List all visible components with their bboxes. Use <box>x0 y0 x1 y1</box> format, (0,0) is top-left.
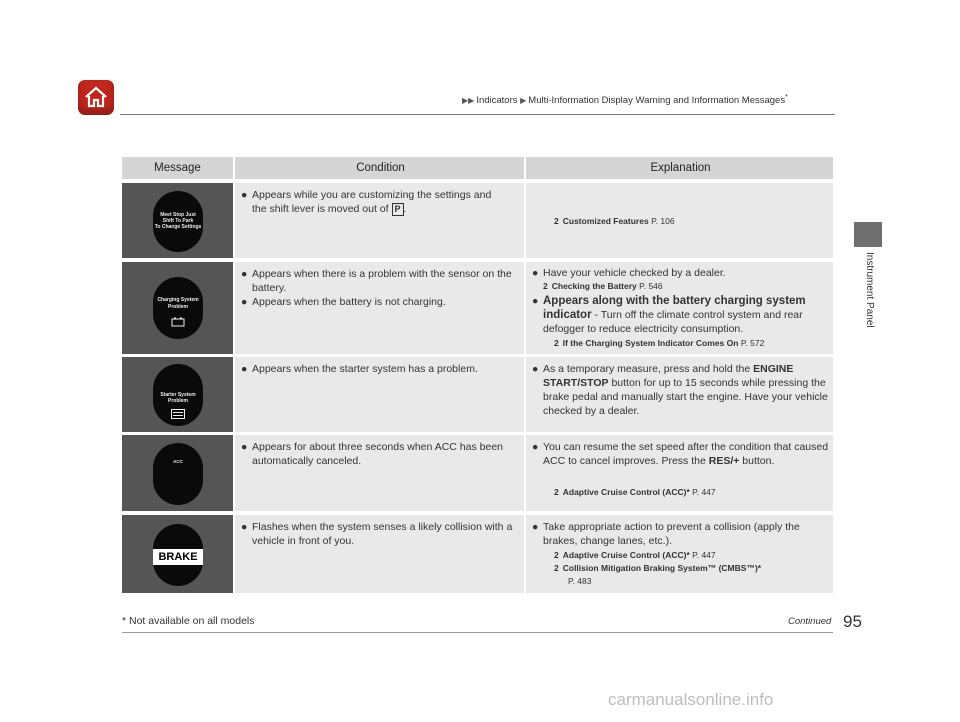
cross-reference[interactable] <box>554 549 716 561</box>
display-screen <box>153 277 203 339</box>
bullet-icon: ● <box>241 296 248 308</box>
header-rule <box>120 114 835 115</box>
condition-item <box>241 520 523 548</box>
reference-arrow-icon: 2 <box>554 563 559 573</box>
explanation-bold: Appears along with the battery charging system indicator <box>543 295 806 321</box>
display-screen <box>153 191 203 252</box>
cross-reference[interactable] <box>554 562 761 574</box>
bullet-icon: ● <box>241 268 248 280</box>
explanation-text: You can resume the set speed after the condition that caused ACC to cancel improves. Press the <box>543 441 829 467</box>
explanation-cell <box>526 357 833 432</box>
condition-text: Appears while you are customizing the settings and <box>252 189 492 201</box>
reference-arrow-icon: 2 <box>554 487 559 497</box>
col-condition: Condition <box>233 157 526 179</box>
table-row <box>122 262 833 354</box>
bullet-icon: ● <box>241 189 248 201</box>
explanation-item <box>532 520 829 548</box>
table-row <box>122 357 833 432</box>
display-text: Problem <box>167 304 188 310</box>
condition-cell <box>235 435 524 511</box>
condition-item <box>241 267 521 295</box>
condition-item: ● Appears while you are customizing the settings and the shift lever is moved out of P . <box>241 189 492 215</box>
condition-text: Appears for about three seconds when ACC has been automatically canceled. <box>252 441 503 467</box>
explanation-bold: RES/+ <box>708 455 740 467</box>
section-tab[interactable] <box>854 222 882 247</box>
bullet-icon: ● <box>532 267 539 279</box>
message-cell <box>122 183 233 258</box>
condition-text: Flashes when the system senses a likely collision with a vehicle in front of you. <box>252 521 513 547</box>
display-text: Starter System <box>160 392 196 398</box>
message-cell <box>122 262 233 354</box>
display-text: Problem <box>167 398 188 404</box>
condition-text: Appears when there is a problem with the sensor on the battery. <box>252 268 512 294</box>
reference-title: Customized Features <box>562 216 649 226</box>
reference-title: Adaptive Cruise Control (ACC)* <box>562 487 690 497</box>
explanation-text: Have your vehicle checked by a dealer. <box>543 267 726 279</box>
explanation-text: As a temporary measure, press and hold the <box>543 363 754 375</box>
breadcrumb-footnote-mark: * <box>785 94 788 101</box>
table-row <box>122 183 833 258</box>
brake-warning: BRAKE <box>153 549 203 565</box>
page-number: 95 <box>843 612 862 631</box>
condition-text: the shift lever is moved out of <box>252 203 389 215</box>
explanation-text: - Turn off the climate control system and rear defogger to reduce electricity consumption. <box>543 309 803 335</box>
col-explanation: Explanation <box>524 157 835 179</box>
explanation-cell <box>526 515 833 593</box>
condition-item <box>241 440 519 468</box>
bullet-icon: ● <box>532 521 539 533</box>
cross-reference[interactable] <box>554 486 716 498</box>
explanation-cell <box>526 435 833 511</box>
breadcrumb-indicators[interactable]: Indicators <box>476 95 518 107</box>
reference-arrow-icon: 2 <box>543 281 548 291</box>
explanation-text: button for up to 15 seconds while pressing the brake pedal and manually start the engine. Have your vehicle checked by a dealer. <box>543 377 828 417</box>
display-text: Charging System <box>157 297 199 303</box>
condition-cell <box>235 357 524 432</box>
reference-page: P. 106 <box>651 216 675 226</box>
display-text: Shift To Park <box>162 218 194 224</box>
watermark: carmanualsonline.info <box>608 690 774 709</box>
reference-title: If the Charging System Indicator Comes On <box>562 338 739 348</box>
continued-label: Continued <box>788 616 832 627</box>
bullet-icon: ● <box>532 295 539 307</box>
cross-reference[interactable] <box>543 280 663 292</box>
condition-item <box>241 295 521 309</box>
condition-text: Appears when the starter system has a problem. <box>252 363 478 375</box>
reference-arrow-icon: 2 <box>554 550 559 560</box>
table-row <box>122 515 833 593</box>
explanation-cell <box>526 183 833 258</box>
explanation-bold: ENGINE START/STOP <box>543 363 794 389</box>
bullet-icon: ● <box>241 363 248 375</box>
home-icon[interactable] <box>78 80 114 115</box>
condition-item <box>241 362 521 376</box>
bullet-icon: ● <box>241 441 248 453</box>
explanation-cell <box>526 262 833 354</box>
message-cell <box>122 357 233 432</box>
table-header <box>122 157 833 179</box>
bullet-icon: ● <box>532 441 539 453</box>
park-key-icon: P <box>392 203 404 216</box>
cross-reference[interactable] <box>554 337 764 349</box>
bullet-icon: ● <box>241 521 248 533</box>
reference-page: P. 572 <box>740 338 765 348</box>
reference-arrow-icon: 2 <box>554 216 559 226</box>
reference-arrow-icon: 2 <box>554 338 559 348</box>
explanation-item <box>532 440 829 468</box>
explanation-item <box>532 266 828 280</box>
breadcrumb-arrow-icon: ▶▶ <box>462 96 475 106</box>
bullet-icon: ● <box>532 363 539 375</box>
reference-page: P. 447 <box>692 550 716 560</box>
condition-cell <box>235 515 524 593</box>
display-text: ACC <box>173 459 183 464</box>
reference-page: P. 447 <box>692 487 716 497</box>
explanation-text: button. <box>739 455 775 467</box>
reference-title: Collision Mitigation Braking System™ (CMBS™)* <box>562 563 762 573</box>
section-label: Instrument Panel <box>864 252 875 328</box>
message-cell <box>122 435 233 511</box>
breadcrumb-separator-icon: ▶ <box>520 96 527 106</box>
cross-reference[interactable] <box>554 215 675 227</box>
message-cell <box>122 515 233 593</box>
display-screen <box>153 443 203 505</box>
display-screen <box>153 364 203 426</box>
reference-title: Checking the Battery <box>551 281 637 291</box>
display-text: Meet Stop Just <box>160 212 196 218</box>
house-icon <box>84 85 108 109</box>
explanation-item <box>532 294 830 336</box>
condition-cell <box>235 183 524 258</box>
engine-start-button-icon <box>171 409 185 419</box>
table-row <box>122 435 833 511</box>
reference-page: P. 546 <box>639 281 663 291</box>
display-screen <box>153 524 203 586</box>
reference-page[interactable]: P. 483 <box>568 576 592 586</box>
condition-text: Appears when the battery is not charging. <box>252 296 446 308</box>
display-text: To Change Settings <box>154 224 202 230</box>
reference-title: Adaptive Cruise Control (ACC)* <box>562 550 690 560</box>
explanation-text: Take appropriate action to prevent a collision (apply the brakes, change lanes, etc.). <box>543 521 800 547</box>
battery-icon <box>171 317 185 327</box>
col-message: Message <box>154 162 201 174</box>
footer-rule <box>122 632 833 633</box>
condition-cell <box>235 262 524 354</box>
breadcrumb <box>462 94 788 106</box>
breadcrumb-current: Multi-Information Display Warning and Information Messages <box>528 95 786 107</box>
footnote: * Not available on all models <box>122 615 255 627</box>
explanation-item <box>532 362 829 418</box>
